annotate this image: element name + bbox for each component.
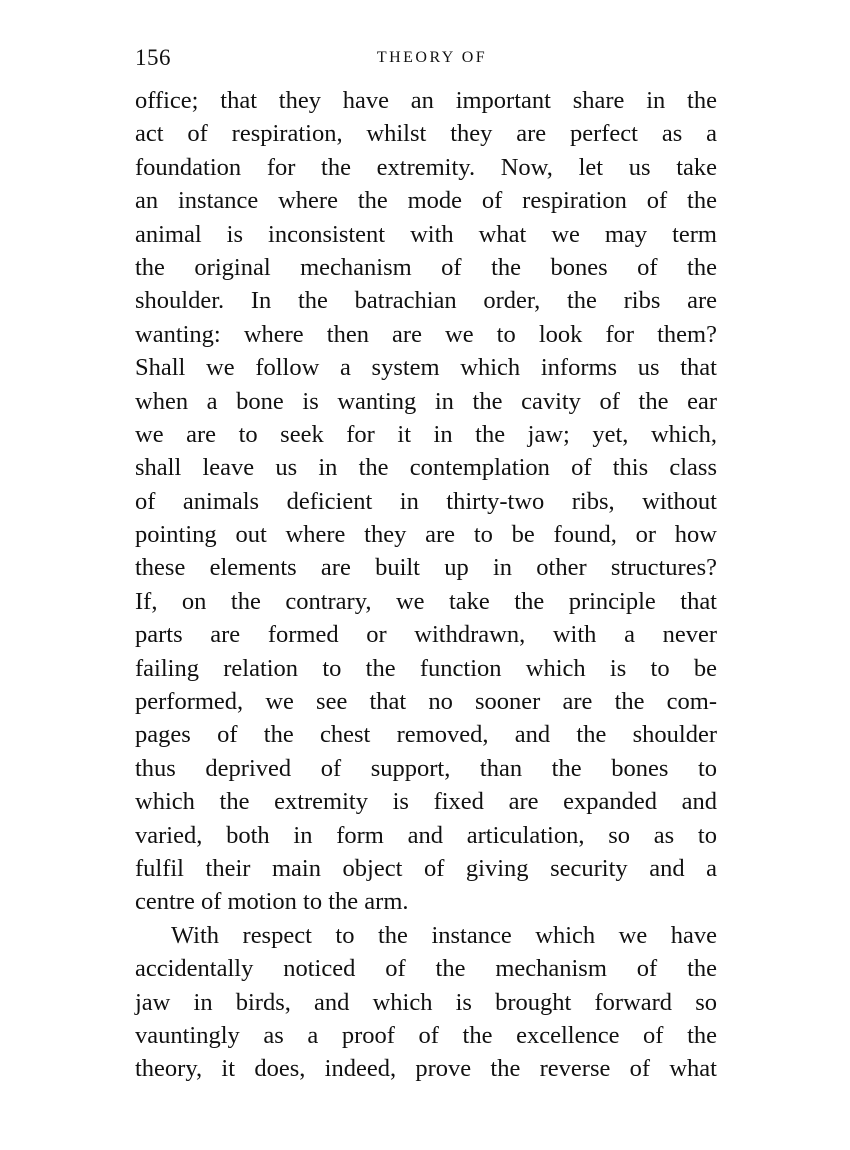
text-line: fulfil their main object of giving security and a xyxy=(135,854,717,882)
text-line: pages of the chest removed, and the shoulder xyxy=(135,721,717,749)
text-line: theory, it does, indeed, prove the reverse of what xyxy=(135,1055,717,1083)
text-line: pointing out where they are to be found, or how xyxy=(135,521,717,549)
running-head xyxy=(135,45,717,75)
text-line: jaw in birds, and which is brought forward so xyxy=(135,988,717,1016)
text-line: an instance where the mode of respiration of the xyxy=(135,187,717,215)
text-line: foundation for the extremity. Now, let us take xyxy=(135,153,717,181)
page-number: 156 xyxy=(135,45,171,70)
text-line: animal is inconsistent with what we may term xyxy=(135,220,717,248)
running-title: THEORY OF xyxy=(376,49,488,66)
text-line: shall leave us in the contemplation of this class xyxy=(135,454,717,482)
text-line: thus deprived of support, than the bones to xyxy=(135,754,717,782)
text-line: parts are formed or withdrawn, with a never xyxy=(135,621,717,649)
text-line: shoulder. In the batrachian order, the ribs are xyxy=(135,287,717,315)
text-line: act of respiration, whilst they are perfect as a xyxy=(135,120,717,148)
text-line: of animals deficient in thirty-two ribs, without xyxy=(135,487,717,515)
text-line: we are to seek for it in the jaw; yet, which, xyxy=(135,420,717,448)
text-line: these elements are built up in other structures? xyxy=(135,554,717,582)
text-line: failing relation to the function which is to be xyxy=(135,654,717,682)
body-text xyxy=(135,84,717,1086)
paragraph-start-line: With respect to the instance which we have xyxy=(171,921,717,949)
text-line: when a bone is wanting in the cavity of the ear xyxy=(135,387,717,415)
text-line: the original mechanism of the bones of the xyxy=(135,253,717,281)
text-line: performed, we see that no sooner are the com- xyxy=(135,688,717,716)
paragraph-end-line: centre of motion to the arm. xyxy=(135,888,409,916)
text-line: which the extremity is fixed are expanded and xyxy=(135,788,717,816)
text-line: wanting: where then are we to look for them? xyxy=(135,320,717,348)
text-line: varied, both in form and articulation, so as to xyxy=(135,821,717,849)
text-line: accidentally noticed of the mechanism of the xyxy=(135,955,717,983)
text-line: Shall we follow a system which informs us that xyxy=(135,354,717,382)
text-line: vauntingly as a proof of the excellence of the xyxy=(135,1021,717,1049)
text-line: office; that they have an important share in the xyxy=(135,87,717,114)
text-line: If, on the contrary, we take the principle that xyxy=(135,587,717,615)
